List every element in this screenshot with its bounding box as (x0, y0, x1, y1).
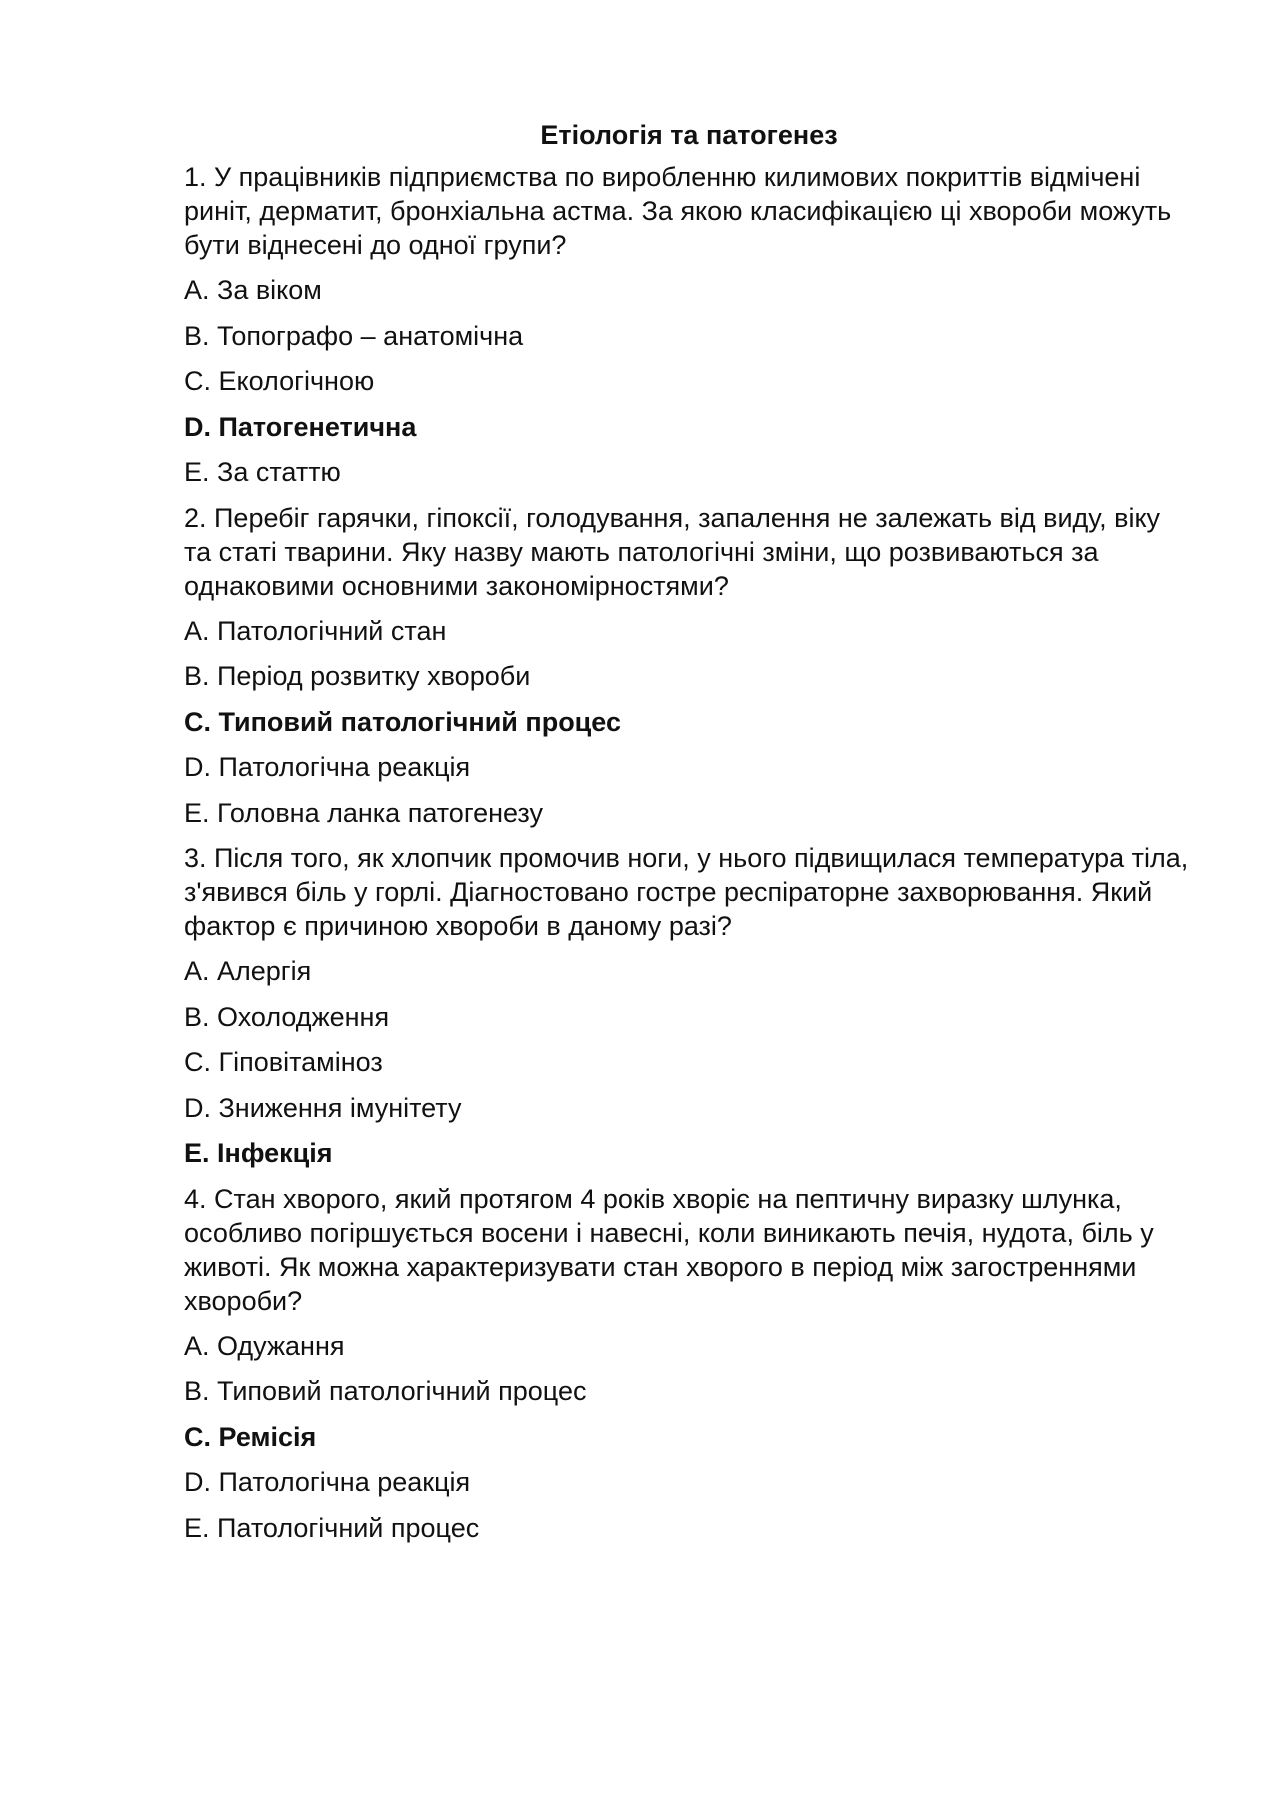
answer-option: C. Гіповітаміноз (184, 1047, 383, 1077)
answer-option: E. Головна ланка патогенезу (184, 797, 544, 828)
page-title: Етіологія та патогенез (540, 120, 838, 150)
answer-option: A. Патологічний стан (184, 615, 447, 646)
answer-options (184, 954, 1194, 1170)
question-text: 4. Стан хворого, який протягом 4 років хворіє на пептичну виразку шлунка, особливо погіршується восени і навесні, коли виникають печія, нудота, біль у животі. Як можна характеризувати стан хворого в період між загостреннями хвороби? (184, 1183, 1154, 1316)
answer-options (184, 273, 1194, 489)
answer-option: D. Зниження імунітету (184, 1092, 462, 1123)
answer-option: B. Охолодження (184, 1001, 390, 1032)
answer-option: E. За статтю (184, 457, 341, 487)
question-text: 2. Перебіг гарячки, гіпоксії, голодування, запалення не залежать від виду, віку та статі тварини. Яку назву мають патологічні зміни, що розвиваються за однаковими основними закономірностями? (184, 502, 1161, 601)
answer-option: C. Екологічною (184, 366, 375, 396)
question-block-1 (184, 160, 1194, 489)
correct-answer-option: C. Типовий патологічний процес (184, 706, 621, 737)
answer-option: D. Патологічна реакція (184, 1467, 471, 1497)
question-text: 1. У працівників підприємства по виробленню килимових покриттів відмічені риніт, дерматит, бронхіальна астма. За якою класифікацією ці хвороби можуть бути віднесені до одної групи? (184, 162, 1172, 260)
question-block-2 (184, 501, 1194, 830)
correct-answer-option: C. Ремісія (184, 1421, 317, 1452)
question-block-4 (184, 1182, 1194, 1545)
answer-option: B. Топографо – анатомічна (184, 320, 524, 351)
correct-answer-option: E. Інфекція (184, 1138, 333, 1168)
answer-option: B. Типовий патологічний процес (184, 1376, 587, 1406)
answer-option: E. Патологічний процес (184, 1512, 480, 1543)
answer-option: A. За віком (184, 275, 322, 305)
correct-answer-option: D. Патогенетична (184, 411, 417, 442)
answer-options (184, 1329, 1194, 1545)
document-body (184, 118, 1194, 1556)
answer-options (184, 614, 1194, 830)
answer-option: A. Алергія (184, 956, 312, 986)
question-block-3 (184, 841, 1194, 1170)
answer-option: A. Одужання (184, 1330, 345, 1361)
answer-option: D. Патологічна реакція (184, 752, 471, 782)
answer-option: B. Період розвитку хвороби (184, 661, 531, 691)
question-text: 3. Після того, як хлопчик промочив ноги, у нього підвищилася температура тіла, з'явився біль у горлі. Діагностовано гостре респіраторне захворювання. Який фактор є причиною хвороби в даному разі? (184, 843, 1189, 941)
